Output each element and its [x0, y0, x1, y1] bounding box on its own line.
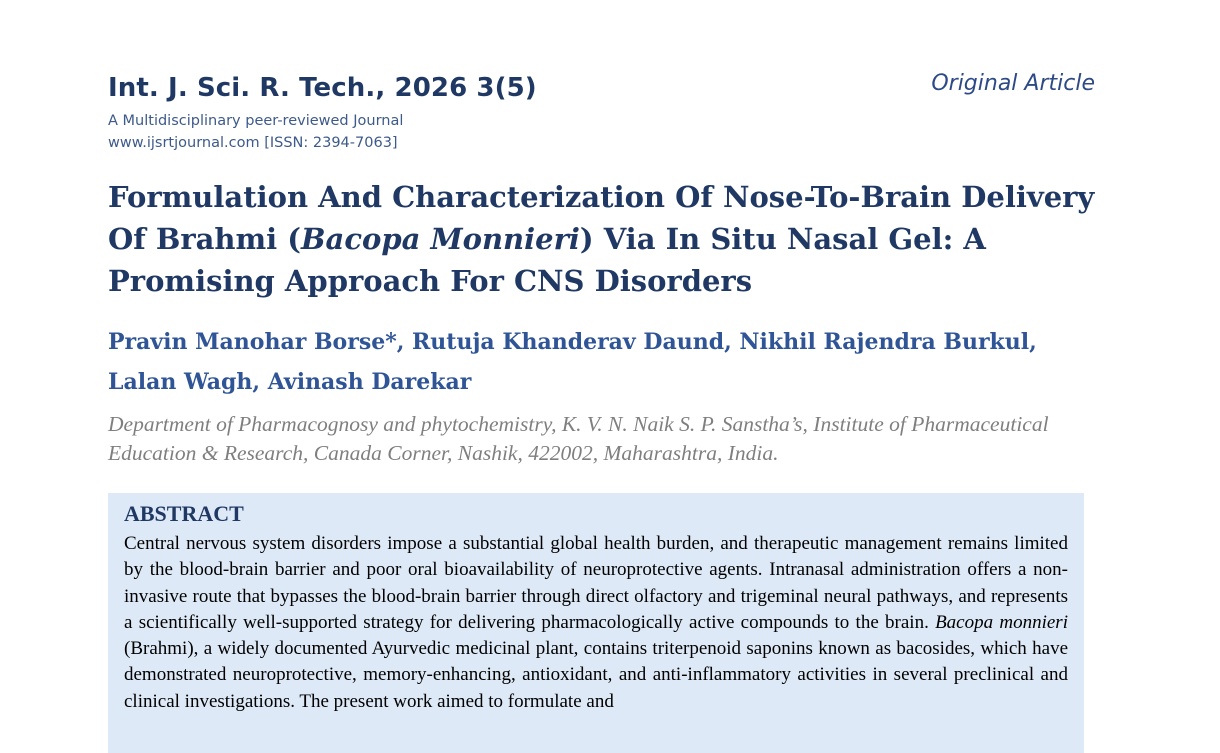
abstract-text-part1: Central nervous system disorders impose a substantial global health burden, and therapeutic management remains limited by the blood-brain barrier and poor oral bioavailability of neuroprotective agents. Intranasal administration offers a non-invasive route that bypasses the blood-brain barrier through direct olfactory and trigeminal neural pathways, and represents a scientifically well-supported strategy for delivering pharmacologically active compounds to the brain. [124, 533, 1068, 633]
authors-line-1: Pravin Manohar Borse*, Rutuja Khanderav Daund, Nikhil Rajendra Burkul, [108, 329, 1037, 355]
journal-title: Int. J. Sci. R. Tech., 2026 3(5) [108, 73, 537, 103]
paper-title-part2: ) Via In Situ Nasal Gel: A Promising Approach For CNS Disorders [108, 222, 986, 298]
journal-subtitle: A Multidisciplinary peer-reviewed Journal [108, 113, 404, 129]
abstract-text-part2: (Brahmi), a widely documented Ayurvedic medicinal plant, contains triterpenoid saponins known as bacosides, which have demonstrated neuroprotective, memory-enhancing, antioxidant, and anti-inflammatory activities in several preclinical and clinical investigations. The present work aimed to formulate and [124, 638, 1068, 712]
article-type-label: Original Article [931, 71, 1095, 96]
authors-line-2: Lalan Wagh, Avinash Darekar [108, 369, 472, 395]
paper-title [108, 176, 1108, 302]
abstract-section [108, 493, 1084, 753]
paper-title-part1: Formulation And Characterization Of Nose-To-Brain Delivery Of Brahmi ( [108, 180, 1095, 256]
abstract-text-italic: Bacopa monnieri [935, 611, 1068, 633]
author-affiliation: Department of Pharmacognosy and phytochemistry, K. V. N. Naik S. P. Sanstha’s, Institute of Pharmaceutical Education & Research, Canada Corner, Nashik, 422002, Maharashtra, India. [108, 412, 1049, 465]
paper-title-italic: Bacopa Monnieri [301, 222, 580, 256]
journal-url[interactable]: www.ijsrtjournal.com [ISSN: 2394-7063] [108, 135, 398, 151]
abstract-text [124, 531, 1068, 715]
abstract-heading: ABSTRACT [124, 501, 244, 526]
author-list [108, 322, 1108, 402]
